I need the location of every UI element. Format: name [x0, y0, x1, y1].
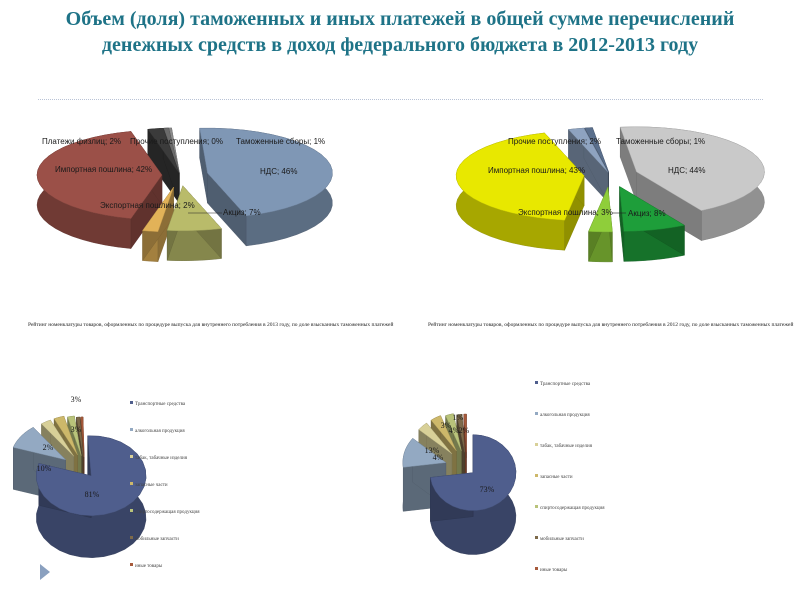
data-label: Экспортная пошлина; 2%	[100, 201, 195, 210]
legend-swatch	[535, 381, 538, 384]
data-label: 4%	[432, 453, 444, 462]
data-label: 4%	[448, 426, 460, 435]
legend-swatch	[535, 443, 538, 446]
legend-swatch	[535, 474, 538, 477]
legend-item: иные товары	[540, 568, 568, 573]
data-label: Экспортная пошлина; 3%	[518, 208, 613, 217]
pie-chart-2	[456, 127, 764, 262]
data-label: 2%	[458, 426, 470, 435]
legend-item: табак, табачные изделия	[135, 456, 187, 461]
legend-swatch	[130, 482, 133, 485]
legend-swatch	[130, 536, 133, 539]
legend-swatch	[535, 567, 538, 570]
pie-chart-1	[37, 128, 332, 262]
chart-legend	[535, 381, 605, 573]
legend-swatch	[130, 509, 133, 512]
pie-slice	[456, 133, 584, 250]
legend-swatch	[130, 563, 133, 566]
legend-item: алкогольная продукция	[540, 413, 590, 418]
small-chart-title: Рейтинг номенклатуры товаров, оформленных по процедуре выпуска для внутреннего потребления в 2013 году, по доле взысканных таможенных платежей	[28, 322, 394, 328]
legend-swatch	[130, 455, 133, 458]
legend-item: табак, табачные изделия	[540, 444, 592, 449]
legend-swatch	[130, 428, 133, 431]
slide-title: Объем (доля) таможенных и иных платежей в общей сумме перечислений денежных средств в доход федерального бюджета в 2012-2013 году	[65, 8, 735, 56]
data-label: 10%	[36, 464, 52, 473]
legend-item: запасные части	[135, 483, 168, 488]
legend-swatch	[130, 401, 133, 404]
legend-swatch	[535, 505, 538, 508]
data-label: Импортная пошлина; 42%	[55, 165, 153, 174]
legend-item: запасные части	[540, 475, 573, 480]
data-label: Таможенные сборы; 1%	[236, 137, 326, 146]
data-label: 13%	[424, 446, 440, 455]
legend-item: спиртосодержащая продукция	[540, 506, 605, 511]
pie-slice	[589, 187, 613, 262]
next-slide-arrow-icon[interactable]	[40, 564, 50, 580]
small-chart-title: Рейтинг номенклатуры товаров, оформленных по процедуре выпуска для внутреннего потребления в 2012 году, по доле взысканных таможенных платежей	[428, 322, 794, 328]
legend-item: иные товары	[135, 564, 163, 569]
data-label: 81%	[84, 490, 100, 499]
data-label: Прочие поступления; 2%	[508, 137, 601, 146]
legend-item: спиртосодержащая продукция	[135, 510, 200, 515]
data-label: Акциз; 8%	[628, 209, 666, 218]
data-label: 3%	[70, 425, 82, 434]
data-label: Импортная пошлина; 43%	[488, 166, 586, 175]
data-label: Акциз; 7%	[223, 208, 261, 217]
data-label: 2%	[42, 443, 54, 452]
chart-legend	[130, 401, 200, 569]
legend-item: Транспортные средства	[135, 402, 186, 407]
data-label: Прочие поступления; 0%	[130, 137, 223, 146]
legend-item: Транспортные средства	[540, 382, 591, 387]
data-label: 3%	[70, 395, 82, 404]
data-label: 73%	[479, 485, 495, 494]
legend-item: мобильные запчасти	[135, 537, 179, 542]
data-label: НДС; 46%	[260, 167, 298, 176]
data-label: 1%	[452, 413, 464, 422]
pie-chart-3	[13, 416, 146, 558]
legend-item: мобильные запчасти	[540, 537, 584, 542]
legend-swatch	[535, 412, 538, 415]
data-label: НДС; 44%	[668, 166, 706, 175]
legend-item: алкогольная продукция	[135, 429, 185, 434]
legend-swatch	[535, 536, 538, 539]
data-label: Платежи физлиц; 2%	[42, 137, 122, 146]
data-label: 3%	[440, 421, 452, 430]
data-label: Таможенные сборы; 1%	[616, 137, 706, 146]
